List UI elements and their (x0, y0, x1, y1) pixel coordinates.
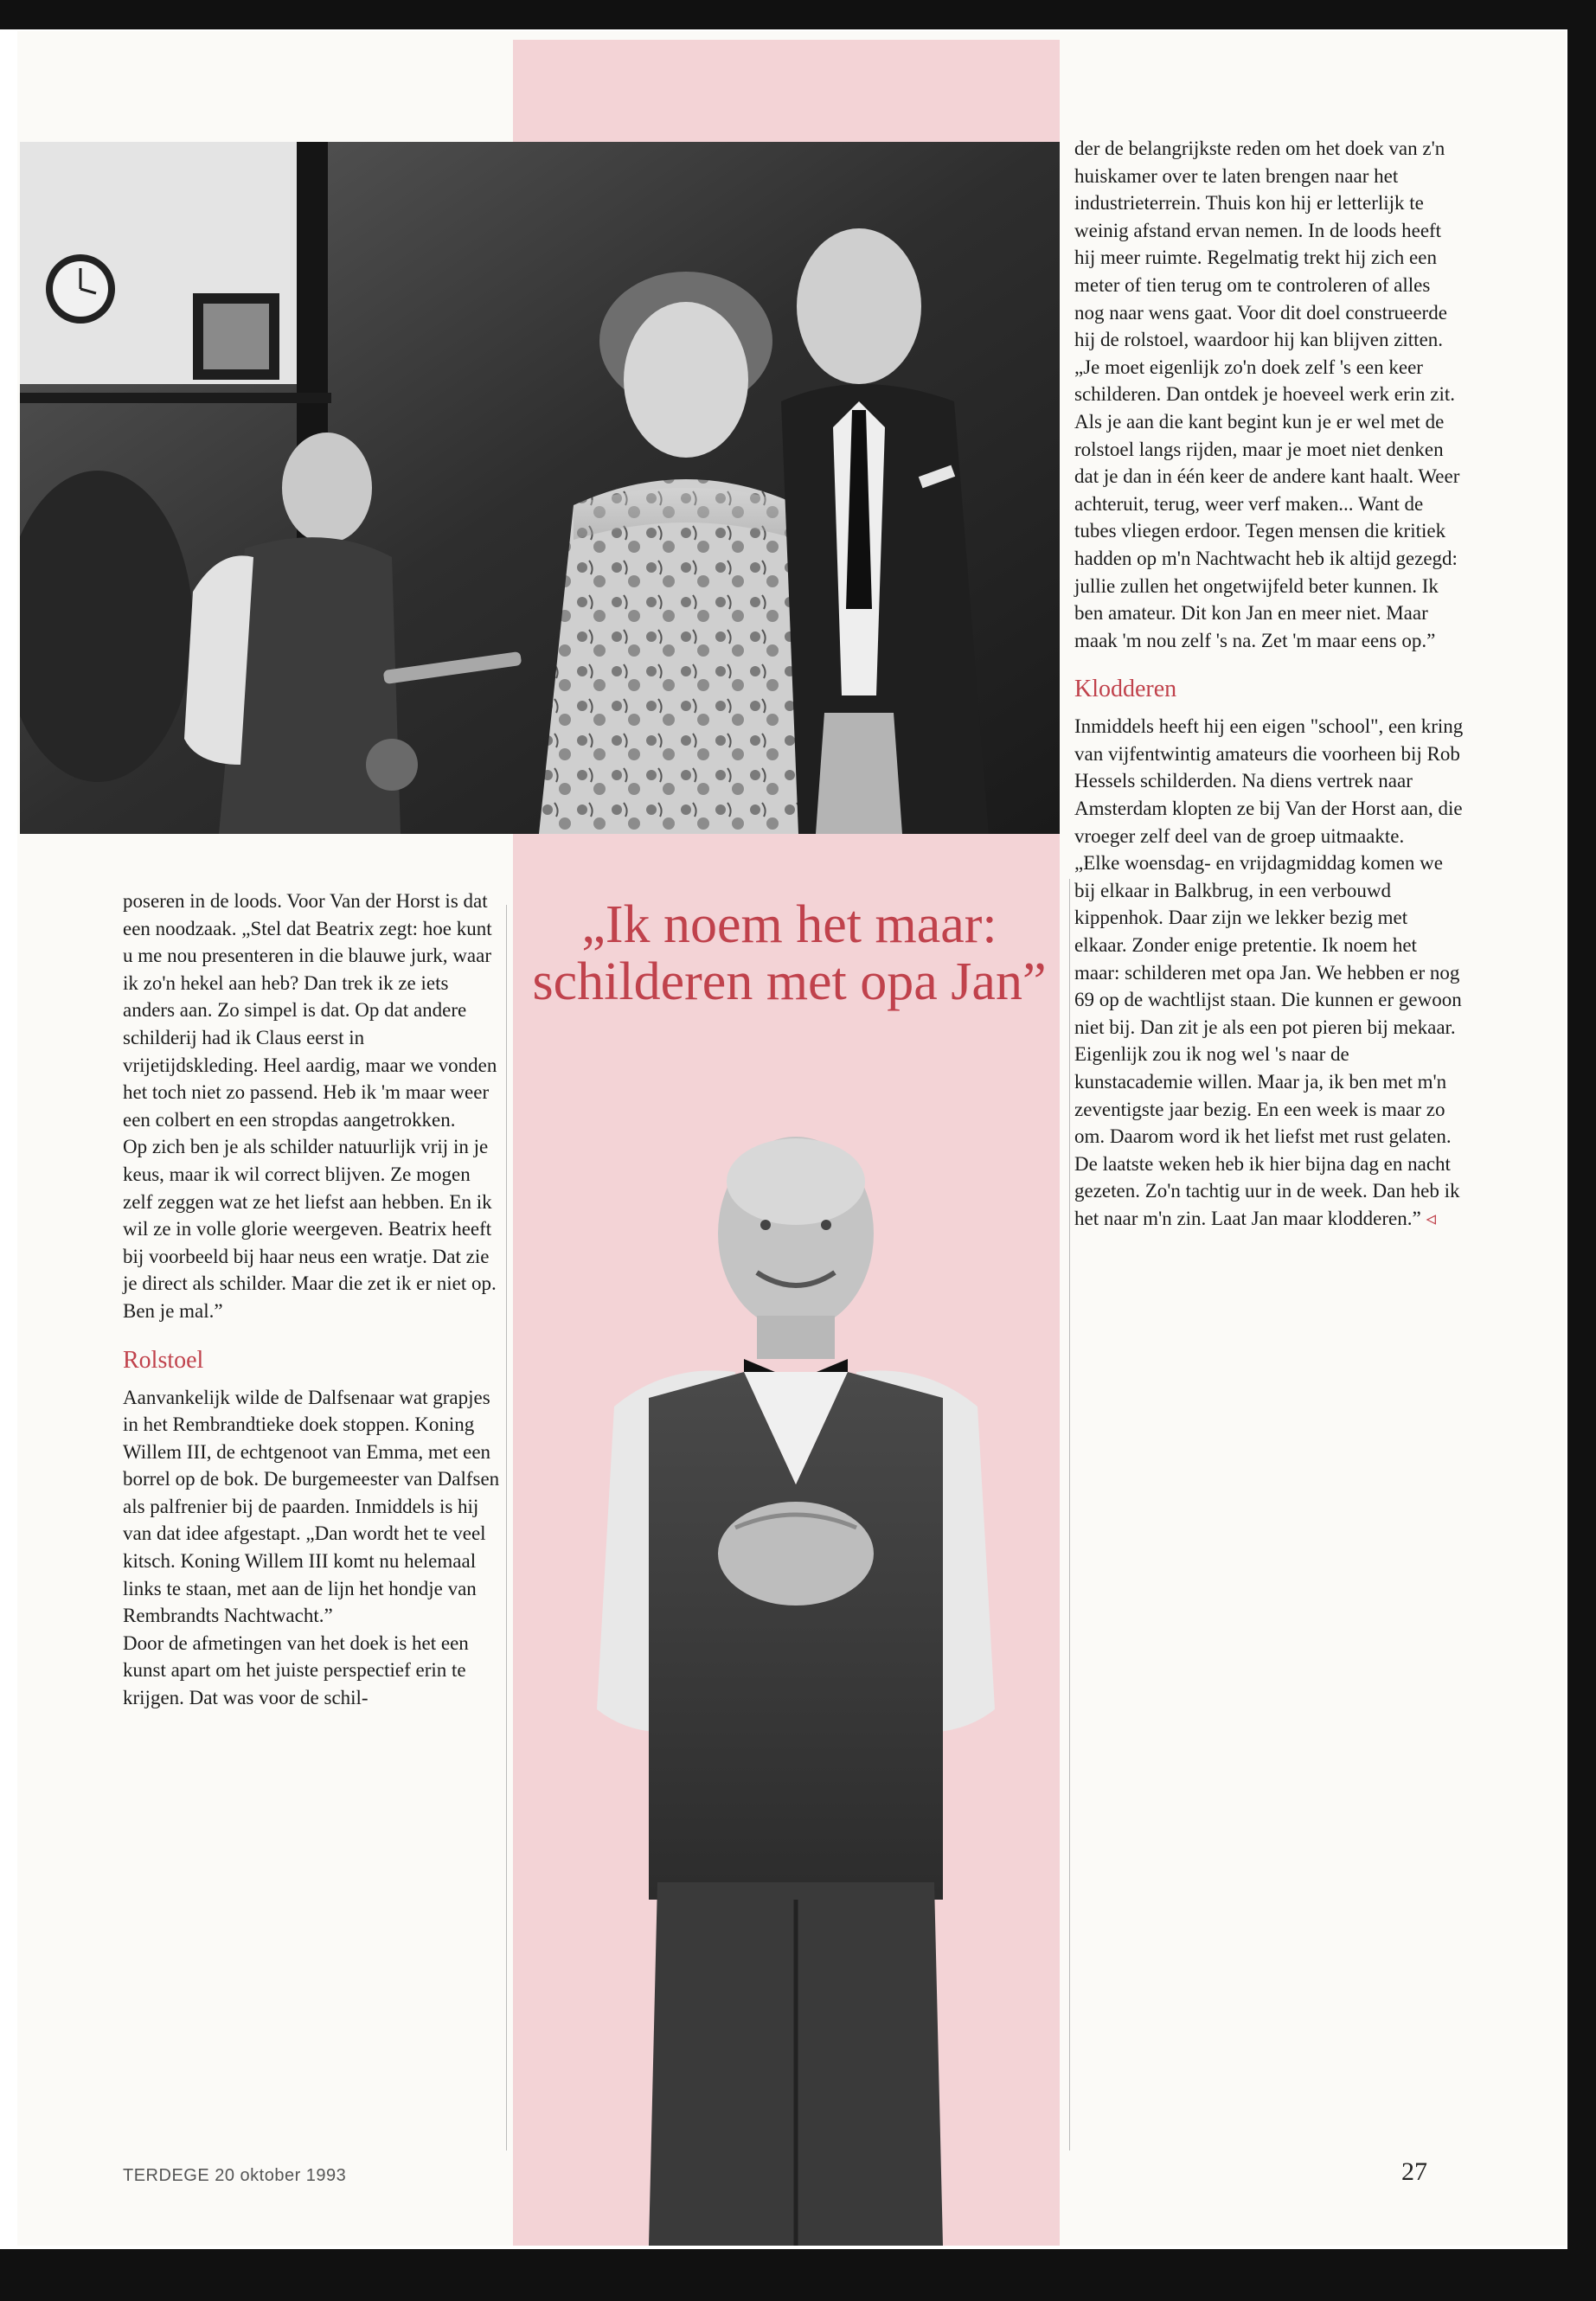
publication-footer: TERDEGE 20 oktober 1993 (123, 2166, 347, 2185)
opa-jan-portrait-photo (536, 1121, 1055, 2246)
painter-at-canvas-photo (20, 142, 1060, 834)
column-divider-right (1069, 879, 1070, 2150)
left-paragraph-3: Aanvankelijk wilde de Dalfsenaar wat grapjes in het Rembrandtieke doek stoppen. Koning Willem III, de echtgenoot van Emma, met een borrel op de bok. De burgemeester van Dalfsen als palfrenier bij de paarden. Inmiddels is hij van dat idee afgestapt. „Dan wordt het te veel kitsch. Koning Willem III komt nu helemaal links te staan, met aan de lijn het hondje van Rembrandts Nachtwacht.” (123, 1386, 500, 1627)
article-end-mark: ◃ (1426, 1207, 1437, 1229)
photo-illustration (20, 142, 1060, 834)
right-paragraph-3: Inmiddels heeft hij een eigen "school", een kring van vijfentwintig amateurs die voorheen bij Rob Hessels schilderden. Na diens vertrek naar Amsterdam klopten ze bij Van der Horst aan, die vroeger zelf deel van de groep uitmaakte. (1074, 715, 1464, 847)
scan-border-top (0, 0, 1596, 29)
scan-border-right (1567, 0, 1596, 2301)
left-paragraph-1: poseren in de loods. Voor Van der Horst is dat een noodzaak. „Stel dat Beatrix zegt: hoe kunt u me nou presenteren in die blauwe jurk, waar ik zo'n hekel aan heb? Dan trek ik ze iets anders aan. Zo simpel is dat. Op dat andere schilderij had ik Claus eerst in vrijetijdskleding. Heel aardig, maar we vonden het toch niet zo passend. Heb ik 'm maar weer een colbert en een stropdas aangetrokken. (123, 890, 497, 1131)
right-paragraph-5 (1074, 1041, 1464, 1232)
man-portrait-face (797, 228, 921, 384)
left-paragraph-4: Door de afmetingen van het doek is het een kunst apart om het juiste perspectief erin te krijgen. Dat was voor de schil- (123, 1631, 469, 1709)
subheading-rolstoel: Rolstoel (123, 1346, 204, 1374)
article-column-right (1074, 135, 1464, 1233)
column-divider-left (506, 905, 507, 2150)
right-paragraph-2: „Je moet eigenlijk zo'n doek zelf 's een keer schilderen. Dan ontdek je hoeveel werk erin zit. Als je aan die kant begint kun je er wel met de rolstoel langs rijden, maar je moet niet denken dat je dan in één keer de andere kant haalt. Weer achteruit, terug, weer verf maken... Want de tubes vliegen erdoor. Tegen mensen die kritiek hadden op m'n Nachtwacht heb ik altijd gezegd: jullie zullen het ongetwijfeld beter kunnen. Ik ben amateur. Dit kon Jan en meer niet. Maar maak 'm nou zelf 's na. Zet 'm maar eens op.” (1074, 356, 1460, 651)
woman-portrait-face (624, 302, 748, 458)
page-number: 27 (1401, 2157, 1427, 2186)
right-paragraph-1: der de belangrijkste reden om het doek van z'n huiskamer over te laten brengen naar het industrieterrein. Thuis kon hij er letterlijk te weinig afstand ervan nemen. In de loods heeft hij meer ruimte. Regelmatig trekt hij zich een meter of tien terug om te controleren of alles nog naar wens gaat. Voor dit doel construeerde hij de rolstoel, waardoor hij kan blijven zitten. (1074, 138, 1447, 351)
article-column-left (123, 888, 503, 1712)
subheading-klodderen: Klodderen (1074, 676, 1177, 703)
painter-head (282, 433, 372, 543)
pull-quote-headline: „Ik noem het maar: schilderen met opa Jan” (532, 895, 1047, 1011)
scan-border-bottom (0, 2249, 1596, 2301)
right-paragraph-5-text: Eigenlijk zou ik nog wel 's naar de kunstacademie willen. Maar ja, ik ben met m'n zeventigste jaar bezig. En een week is maar zo om. Daarom word ik het liefst met rust gelaten. De laatste weken heb ik hier bijna dag en nacht gezeten. Zo'n tachtig uur in de week. Dan heb ik het naar m'n zin. Laat Jan maar klodderen.” (1074, 1043, 1460, 1229)
right-paragraph-4: „Elke woensdag- en vrijdagmiddag komen we bij elkaar in Balkbrug, in een verbouwd kippenhok. Daar zijn we lekker bezig met elkaar. Zonder enige pretentie. Ik noem het maar: schilderen met opa Jan. We hebben er nog 69 op de wachtlijst staan. Die kunnen er gewoon niet bij. Dan zit je als een pot pieren bij mekaar. (1074, 852, 1462, 1038)
left-paragraph-2: Op zich ben je als schilder natuurlijk vrij in je keus, maar ik wil correct blijven. Ze mogen zelf zeggen wat ze het liefst aan hebben. En ik wil ze in volle glorie weergeven. Beatrix heeft bij voorbeeld bij haar neus een wratje. Dat zie je direct als schilder. Maar die zet ik er niet op. Ben je mal.” (123, 1136, 497, 1322)
magazine-page (17, 31, 1566, 2246)
